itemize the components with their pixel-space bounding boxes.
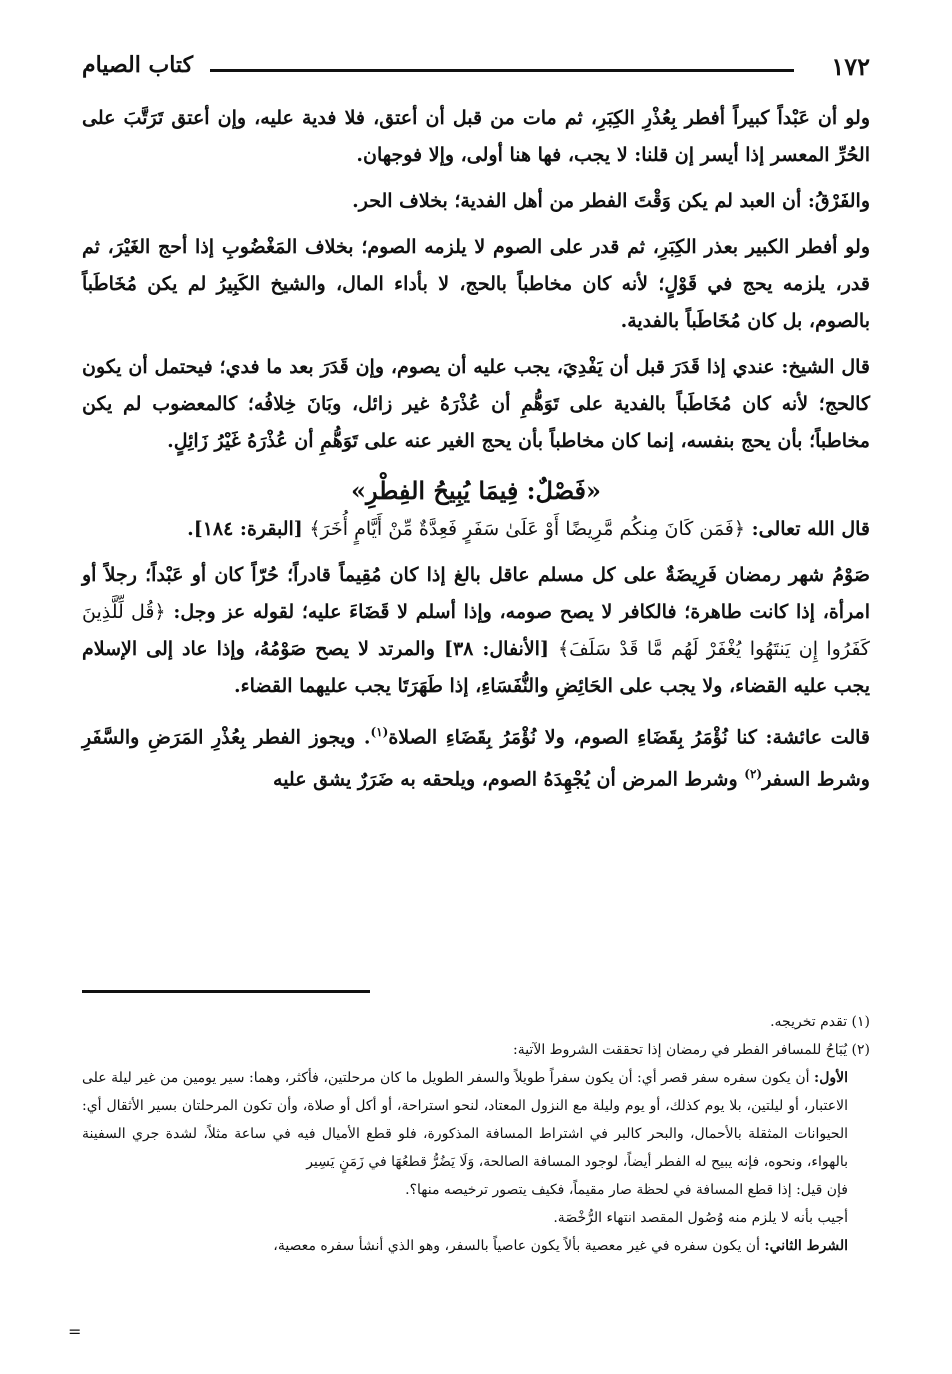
footnote-ref-2[interactable]: (٢) xyxy=(744,767,763,782)
footnotes xyxy=(82,1008,870,1260)
condition-1 xyxy=(82,1064,870,1176)
footnote-divider xyxy=(82,990,370,993)
condition-text: أن يكون سفره سفر قصر أي: أن يكون سفراً طويلاً والسفر الطويل ما كان مرحلتين، فأكثر، وهما: سير يومين من غير ليلة على الاعتبار، أو ليلتين، بلا يوم كذلك، أو يوم وليلة مع النزول المعتاد، لنحو استراحة، أو أكل أو صلاة، وأن تكون المرحلتان بسير الأثقال أي: الحيوانات المثقلة بالأحمال، والبحر كالبر في اشتراط المسافة المذكورة، فلو قطع الأميال فيه في ساعة مثلاً، لشدة جري السفينة بالهواء، ونحوه، فإنه يبيح له الفطر أيضاً، لوجود المسافة الصالحة، وَلَا يَضُرُّ قطعُهَا في زَمَنٍ يَسِير xyxy=(82,1070,848,1170)
condition-text: أن يكون سفره في غير معصية بألاً يكون عاصياً بالسفر، وهو الذي أنشأ سفره معصية، xyxy=(273,1238,760,1254)
paragraph-1: ولو أن عَبْداً كبيراً أفطر بِعُذْرِ الكِبَرِ، ثم مات من قبل أن أعتق، فلا فدية عليه، وإن أعتق تَرَتَّبَ على الحُرِّ المعسر إذا أيسر إن قلنا: لا يجب، فها هنا أولى، وإلا فوجهان. xyxy=(82,107,870,166)
running-header xyxy=(82,52,870,92)
paragraph-3: ولو أفطر الكبير بعذر الكِبَرِ، ثم قدر على الصوم لا يلزمه الصوم؛ بخلاف المَغْضُوبِ إذا أحج الغَيْرَ، ثم قدر، يلزمه يحج في قَوْلٍ؛ لأنه كان مخاطباً بالحج، لا بأداء المال، والشيخ الكَبِيرُ لم يكن مُخَاطَباً بالصوم، بل كان مُخَاطَباً بالفدية. xyxy=(82,236,870,332)
text-span: . ويجوز الفطر بِعُذْرِ المَرَضِ والسَّفَرِ وشرط السفر xyxy=(82,726,870,791)
text-span: وشرط المرض أن يُجْهِدَهُ الصوم، ويلحقه به ضَرَرٌ يشق عليه xyxy=(273,768,738,791)
paragraph-5 xyxy=(82,511,870,548)
continuation-mark: = xyxy=(68,1322,82,1341)
header-rule xyxy=(210,69,794,72)
section-heading: «فَصْلٌ: فِيمَا يُبِيحُ الفِطْرِ» xyxy=(351,476,601,505)
text-span: قالت عائشة: كنا نُؤْمَرُ بِقَضَاءِ الصوم، ولا نُؤْمَرُ بِقَضَاءِ الصلاة xyxy=(388,726,870,749)
paragraph-7 xyxy=(82,714,870,799)
footnote-2: (٢) يُبَاحُ للمسافر الفطر في رمضان إذا تحققت الشروط الآتية: xyxy=(512,1042,870,1058)
answer-line: أجيب بأنه لا يلزم منه وُصُول المقصد انتهاء الرُّخْصَة. xyxy=(553,1210,848,1226)
condition-2 xyxy=(82,1232,870,1260)
quran-verse: ﴿فَمَن كَانَ مِنكُم مَّرِيضًا أَوْ عَلَىٰ سَفَرٍ فَعِدَّةٌ مِّنْ أَيَّامٍ أُخَرَ﴾ xyxy=(309,518,746,540)
question-line: فإن قيل: إذا قطع المسافة في لحظة صار مقيماً، فكيف يتصور ترخيصه منها؟. xyxy=(405,1182,848,1198)
page-number: ١٧٢ xyxy=(831,52,870,81)
paragraph-6 xyxy=(82,557,870,705)
footnote-ref-1[interactable]: (١) xyxy=(370,725,389,739)
text-span: [الأنفال: ٣٨] والمرتد لا يصح صَوْمُهُ، وإذا عاد إلى الإسلام يجب عليه القضاء، ولا يجب على الحَائِضِ والنُّفَسَاءِ، إذا طَهَرَتَا يجب عليهما القضاء. xyxy=(82,638,870,697)
quran-verse: ﴿قُل لِّلَّذِينَ كَفَرُوا إِن يَنتَهُوا يُغْفَرْ لَهُم مَّا قَدْ سَلَفَ﴾ xyxy=(82,601,870,660)
footnote-1: (١) تقدم تخريجه. xyxy=(770,1014,870,1030)
main-text xyxy=(82,100,870,799)
condition-label: الأول: xyxy=(814,1070,849,1086)
verse-reference: [البقرة: ١٨٤]. xyxy=(187,518,303,540)
paragraph-4: قال الشيخ: عندي إذا قَدَرَ قبل أن يَفْدِيَ، يجب عليه أن يصوم، وإن قَدَرَ بعد ما فدي؛ فيحتمل أن يكون كالحج؛ لأنه كان مُخَاطَباً بالفدية على تَوَهُّمِ أن عُذْرَهُ غير زائل، وبَانَ خِلافُه؛ كالمعضوب لم يكن مخاطباً؛ بأن يحج بنفسه، إنما كان مخاطباً بأن يحج الغير عنه على تَوَهُّمِ أن عُذْرَهُ غَيْرُ زَائِلٍ. xyxy=(82,356,870,452)
book-title: كتاب الصيام xyxy=(82,52,194,78)
paragraph-2: والفَرْقُ: أن العبد لم يكن وَقْتَ الفطر من أهل الفدية؛ بخلاف الحر. xyxy=(352,190,870,212)
text-span: صَوْمُ شهر رمضان فَرِيضَةٌ على كل مسلم عاقل بالغ إذا كان مُقِيماً قادراً؛ حُرّاً كان أو عَبْداً؛ رجلاً أو امرأة، إذا كانت طاهرة؛ فالكافر لا يصح صومه، وإذا أسلم لا قَضَاءَ عليه؛ لقوله عز وجل: xyxy=(82,564,870,623)
condition-label: الشرط الثاني: xyxy=(764,1238,848,1254)
quote-intro: قال الله تعالى: xyxy=(751,518,870,540)
